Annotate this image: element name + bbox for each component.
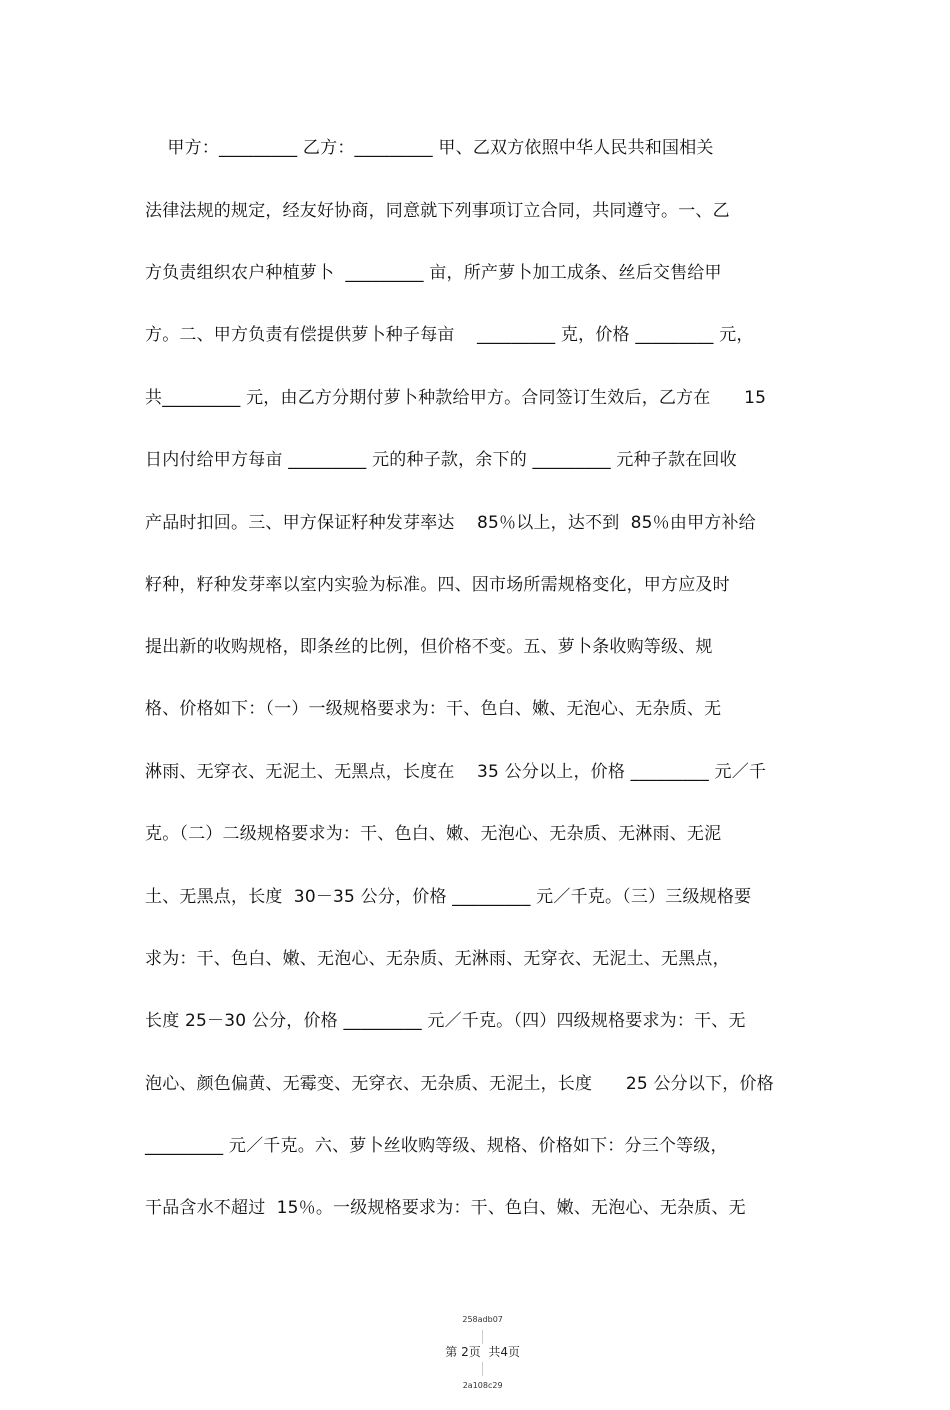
paragraph-line: 方。二、甲方负责有偿提供萝卜种子每亩 _________ 克，价格 _________ 元， — [145, 325, 754, 345]
paragraph-line: 淋雨、无穿衣、无泥土、无黑点，长度在 35 公分以上，价格 _________ 元／千 — [145, 762, 767, 782]
paragraph-line: 求为：干、色白、嫩、无泡心、无杂质、无淋雨、无穿衣、无泥土、无黑点， — [145, 949, 730, 969]
paragraph-line: 克。（二）二级规格要求为：干、色白、嫩、无泡心、无杂质、无淋雨、无泥 — [145, 824, 722, 844]
paragraph-line: 格、价格如下：（一）一级规格要求为：干、色白、嫩、无泡心、无杂质、无 — [145, 699, 722, 719]
paragraph-line: 产品时扣回。三、甲方保证籽种发芽率达 85％以上，达不到 85％由甲方补给 — [145, 513, 756, 533]
footer-divider — [482, 1362, 483, 1376]
footer-right-code: 2a108c29 — [462, 1381, 503, 1390]
footer-divider — [482, 1330, 483, 1344]
paragraph-line: 方负责组织农户种植萝卜 _________ 亩，所产萝卜加工成条、丝后交售给甲 — [145, 263, 722, 283]
paragraph-line: 长度 25－30 公分，价格 _________ 元／千克。（四）四级规格要求为：干、无 — [145, 1011, 746, 1031]
paragraph-line: 籽种，籽种发芽率以室内实验为标准。四、因市场所需规格变化，甲方应及时 — [145, 575, 730, 595]
paragraph-line: 泡心、颜色偏黄、无霉变、无穿衣、无杂质、无泥土，长度 25 公分以下，价格 — [145, 1074, 774, 1094]
paragraph-line: 共_________ 元，由乙方分期付萝卜种款给甲方。合同签订生效后，乙方在 15 — [145, 388, 767, 408]
paragraph-line: 甲方：_________ 乙方：_________ 甲、乙双方依照中华人民共和国相关 — [145, 138, 714, 158]
paragraph-line: 提出新的收购规格，即条丝的比例，但价格不变。五、萝卜条收购等级、规 — [145, 637, 713, 657]
paragraph-line: 干品含水不超过 15％。一级规格要求为：干、色白、嫩、无泡心、无杂质、无 — [145, 1198, 746, 1218]
footer-left-code: 258adb07 — [462, 1315, 503, 1324]
page-footer — [0, 1294, 950, 1410]
paragraph-line: 日内付给甲方每亩 _________ 元的种子款，余下的 _________ 元种子款在回收 — [145, 450, 737, 470]
paragraph-line: 土、无黑点，长度 30－35 公分，价格 _________ 元／千克。（三）三级规格要 — [145, 887, 752, 907]
paragraph-line: _________ 元／千克。六、萝卜丝收购等级、规格、价格如下：分三个等级， — [145, 1136, 728, 1156]
page-number: 第 2页 共4页 — [445, 1345, 520, 1359]
paragraph-line: 法律法规的规定，经友好协商，同意就下列事项订立合同，共同遵守。一、乙 — [145, 201, 730, 221]
